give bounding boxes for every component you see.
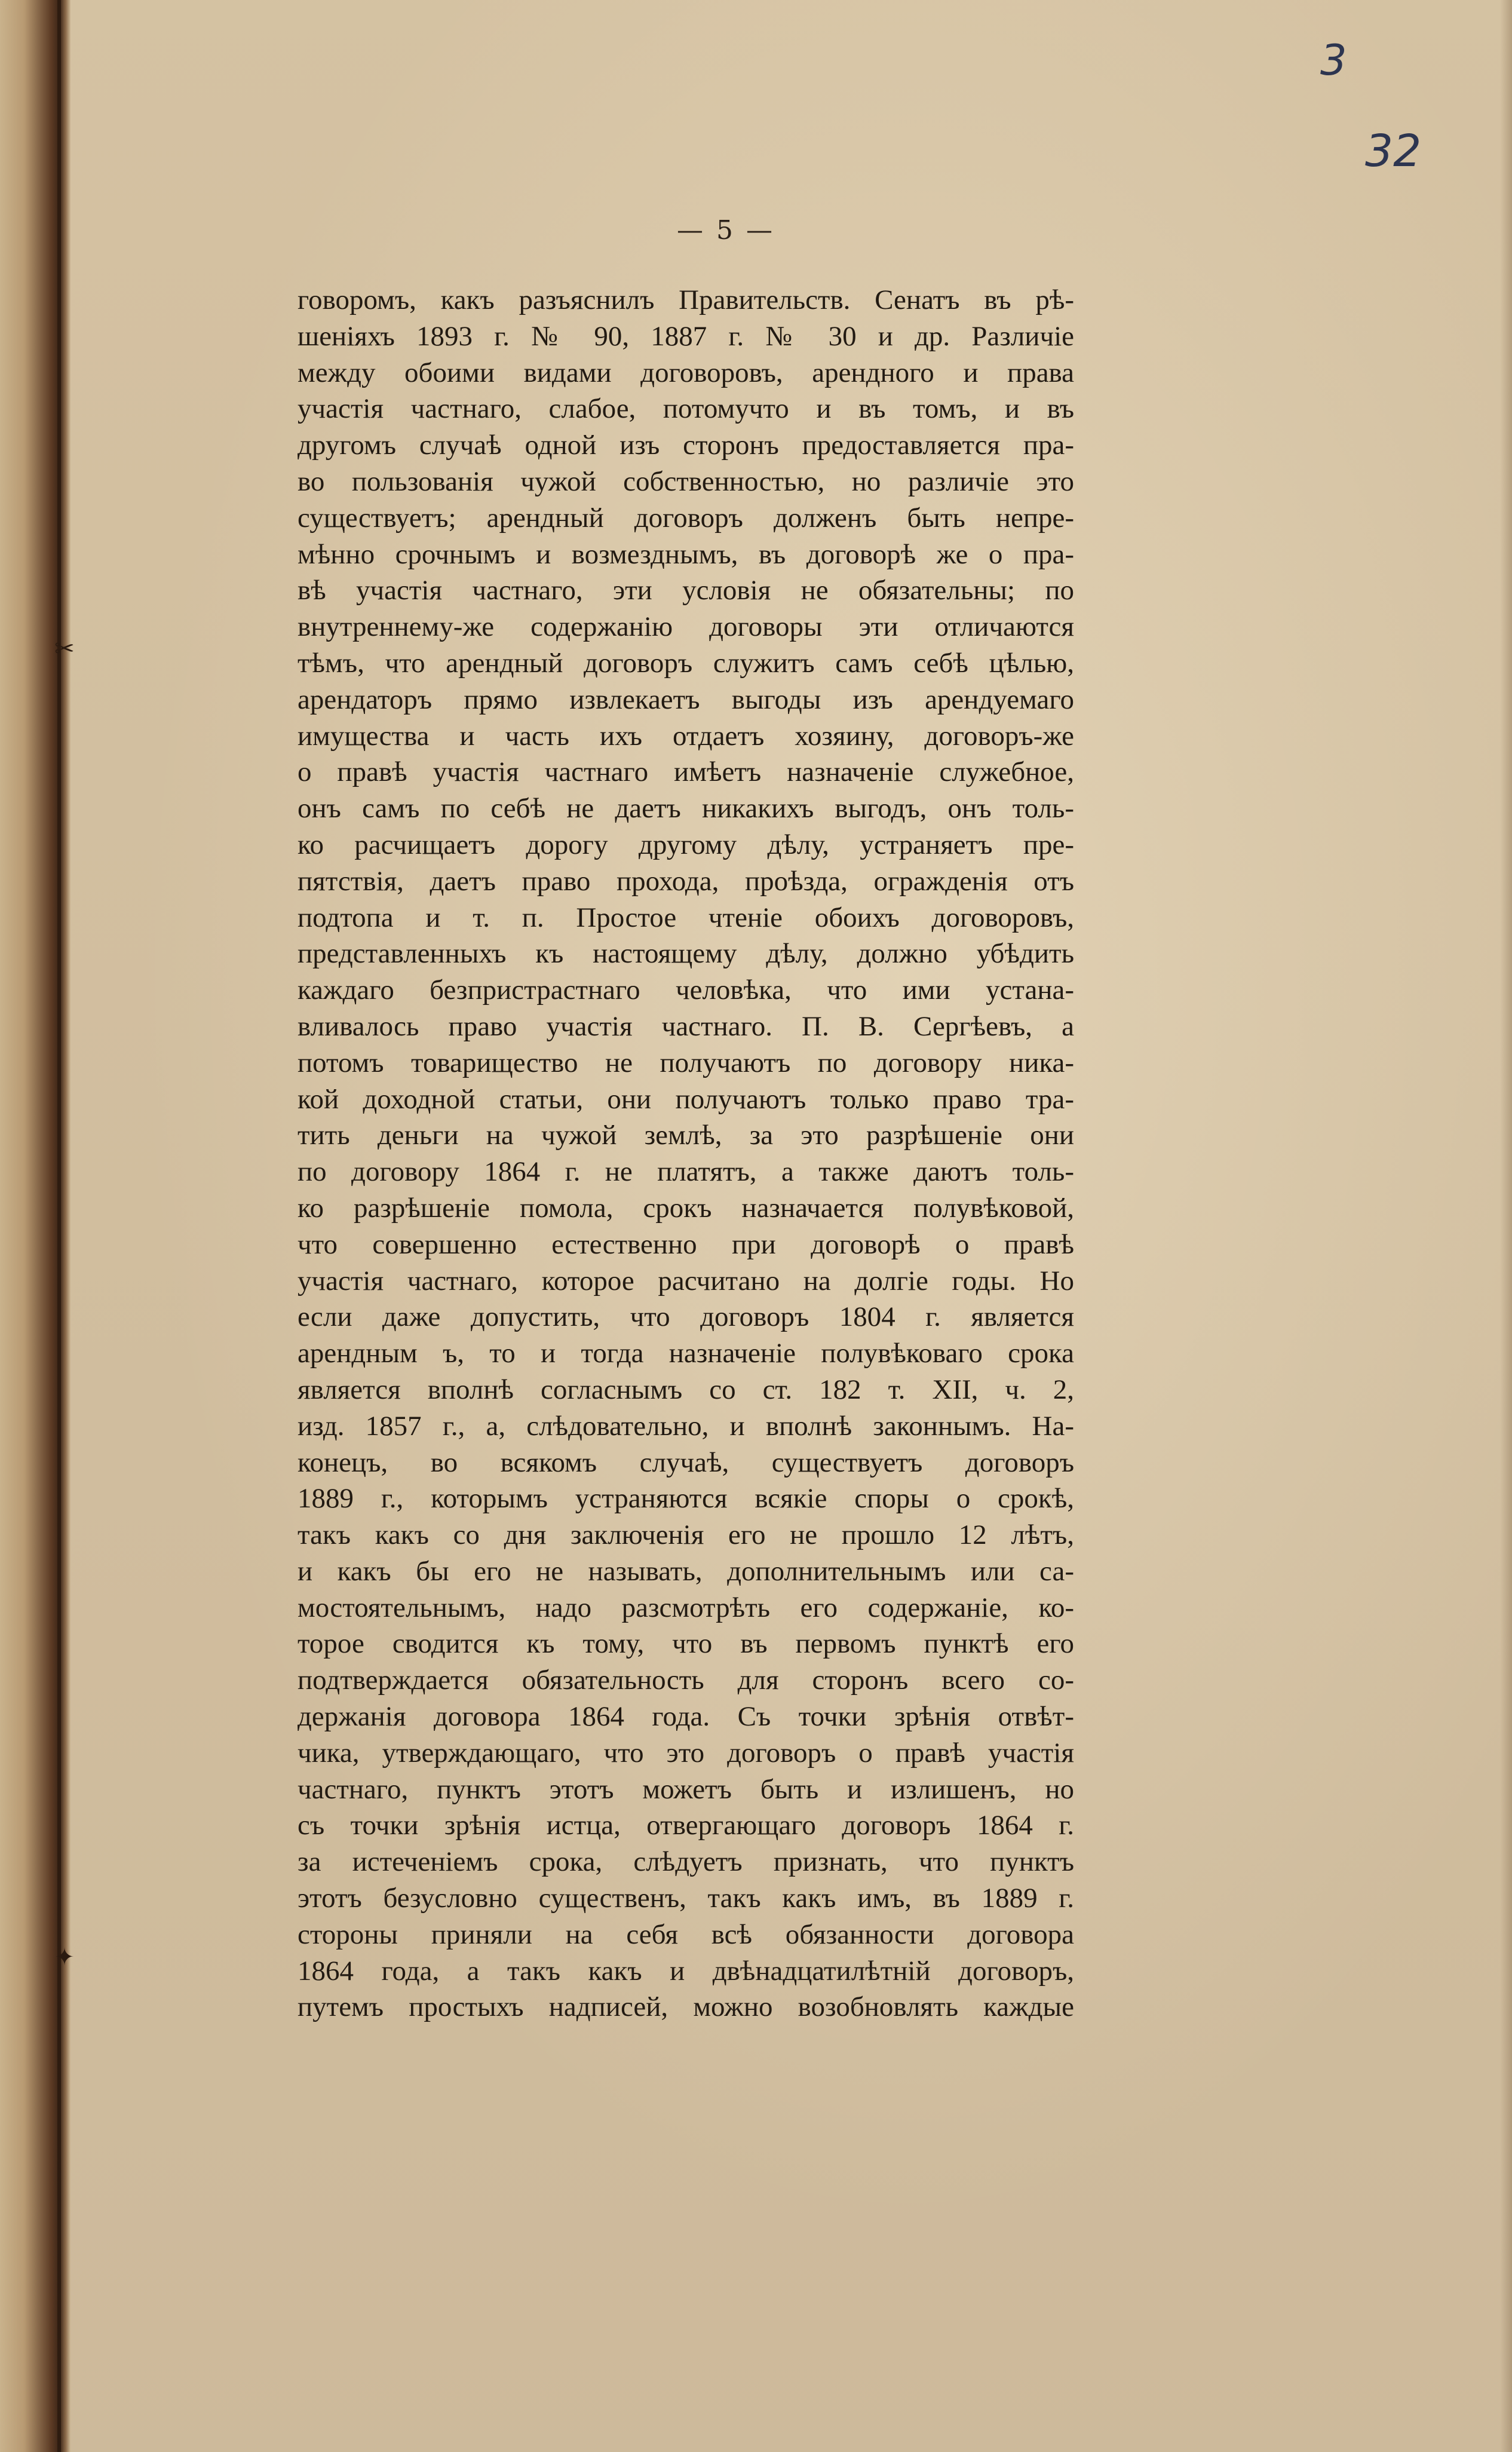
text-line: что совершенно естественно при договорѣ о правѣ (298, 1228, 1074, 1260)
text-line: кой доходной статьи, они получаютъ только право тра- (298, 1083, 1074, 1115)
binding-thread-icon: ✂ (54, 635, 75, 663)
text-line: о правѣ участія частнаго имѣетъ назначеніе служебное, (298, 756, 1074, 788)
text-line: говоромъ, какъ разъяснилъ Правительств. Сенатъ въ рѣ- (298, 284, 1074, 315)
page-edge-shadow (1500, 0, 1512, 2452)
text-line: подтопа и т. п. Простое чтеніе обоихъ договоровъ, (298, 902, 1074, 933)
text-line: пятствія, даетъ право прохода, проѣзда, огражденія отъ (298, 865, 1074, 897)
text-line: такъ какъ со дня заключенія его не прошло 12 лѣтъ, (298, 1519, 1074, 1551)
text-line: стороны приняли на себя всѣ обязанности договора (298, 1918, 1074, 1950)
text-line: этотъ безусловно существенъ, такъ какъ имъ, въ 1889 г. (298, 1883, 1074, 1914)
text-line: съ точки зрѣнія истца, отвергающаго договоръ 1864 г. (298, 1810, 1074, 1841)
text-line: шеніяхъ 1893 г. № 90, 1887 г. № 30 и др. Различіе (298, 320, 1074, 352)
text-line: за истеченіемъ срока, слѣдуетъ признать, что пунктъ (298, 1846, 1074, 1878)
text-line: каждаго безпристрастнаго человѣка, что ими устана- (298, 974, 1074, 1006)
text-line: является вполнѣ согласнымъ со ст. 182 т. XII, ч. 2, (298, 1374, 1074, 1405)
text-line: потомъ товарищество не получаютъ по договору ника- (298, 1047, 1074, 1078)
text-line: по договору 1864 г. не платятъ, а также даютъ толь- (298, 1156, 1074, 1188)
binding-stitch-icon: ✦ (54, 1944, 75, 1971)
text-line: представленныхъ къ настоящему дѣлу, должно убѣдить (298, 938, 1074, 970)
text-line: 1864 года, а такъ какъ и двѣнадцатилѣтній договоръ, (298, 1955, 1074, 1987)
text-line: мѣнно срочнымъ и возмезднымъ, въ договорѣ же о пра- (298, 538, 1074, 570)
text-line: во пользованія чужой собственностью, но различіе это (298, 465, 1074, 497)
text-line: участія частнаго, слабое, потомучто и въ томъ, и въ (298, 393, 1074, 425)
text-line: чика, утверждающаго, что это договоръ о правѣ участія (298, 1737, 1074, 1768)
text-line: существуетъ; арендный договоръ долженъ быть непре- (298, 502, 1074, 534)
text-line: внутреннему-же содержанію договоры эти отличаются (298, 611, 1074, 643)
text-line: и какъ бы его не называть, дополнительнымъ или са- (298, 1555, 1074, 1587)
handwritten-folio-number: 3 (1320, 36, 1347, 85)
text-line: арендаторъ прямо извлекаетъ выгоды изъ арендуемаго (298, 684, 1074, 715)
spine-edge (57, 0, 61, 2452)
text-line: 1889 г., которымъ устраняются всякіе споры о срокѣ, (298, 1483, 1074, 1515)
body-text (298, 282, 1074, 2025)
text-line: онъ самъ по себѣ не даетъ никакихъ выгодъ, онъ толь- (298, 793, 1074, 825)
text-line: другомъ случаѣ одной изъ сторонъ предоставляется пра- (298, 430, 1074, 461)
text-line: ко разрѣшеніе помола, срокъ назначается полувѣковой, (298, 1192, 1074, 1224)
text-line: торое сводится къ тому, что въ первомъ пунктѣ его (298, 1628, 1074, 1660)
text-line: тить деньги на чужой землѣ, за это разрѣшеніе они (298, 1120, 1074, 1151)
text-line: арендным ъ, то и тогда назначеніе полувѣковаго срока (298, 1338, 1074, 1369)
handwritten-sheet-number: 32 (1365, 125, 1422, 177)
text-line: держанія договора 1864 года. Съ точки зрѣнія отвѣт- (298, 1701, 1074, 1733)
text-line: участія частнаго, которое расчитано на долгіе годы. Но (298, 1265, 1074, 1297)
text-line: подтверждается обязательность для сторонъ всего со- (298, 1665, 1074, 1696)
page-number: — 5 — (677, 215, 775, 246)
text-line: вѣ участія частнаго, эти условія не обязательны; по (298, 575, 1074, 606)
text-line: ко расчищаетъ дорогу другому дѣлу, устраняетъ пре- (298, 829, 1074, 860)
text-line: изд. 1857 г., а, слѣдовательно, и вполнѣ законнымъ. На- (298, 1410, 1074, 1442)
text-line: имущества и часть ихъ отдаетъ хозяину, договоръ-же (298, 720, 1074, 752)
text-line: частнаго, пунктъ этотъ можетъ быть и излишенъ, но (298, 1773, 1074, 1805)
text-line: путемъ простыхъ надписей, можно возобновлять каждые (298, 1991, 1074, 2023)
text-line: мостоятельнымъ, надо разсмотрѣть его содержаніе, ко- (298, 1592, 1074, 1623)
text-line: тѣмъ, что арендный договоръ служитъ самъ себѣ цѣлью, (298, 647, 1074, 679)
text-line: конецъ, во всякомъ случаѣ, существуетъ договоръ (298, 1446, 1074, 1478)
text-line: между обоими видами договоровъ, арендного и права (298, 357, 1074, 388)
text-line: если даже допустить, что договоръ 1804 г. является (298, 1301, 1074, 1333)
text-line: вливалось право участія частнаго. П. В. Сергѣевъ, а (298, 1010, 1074, 1042)
